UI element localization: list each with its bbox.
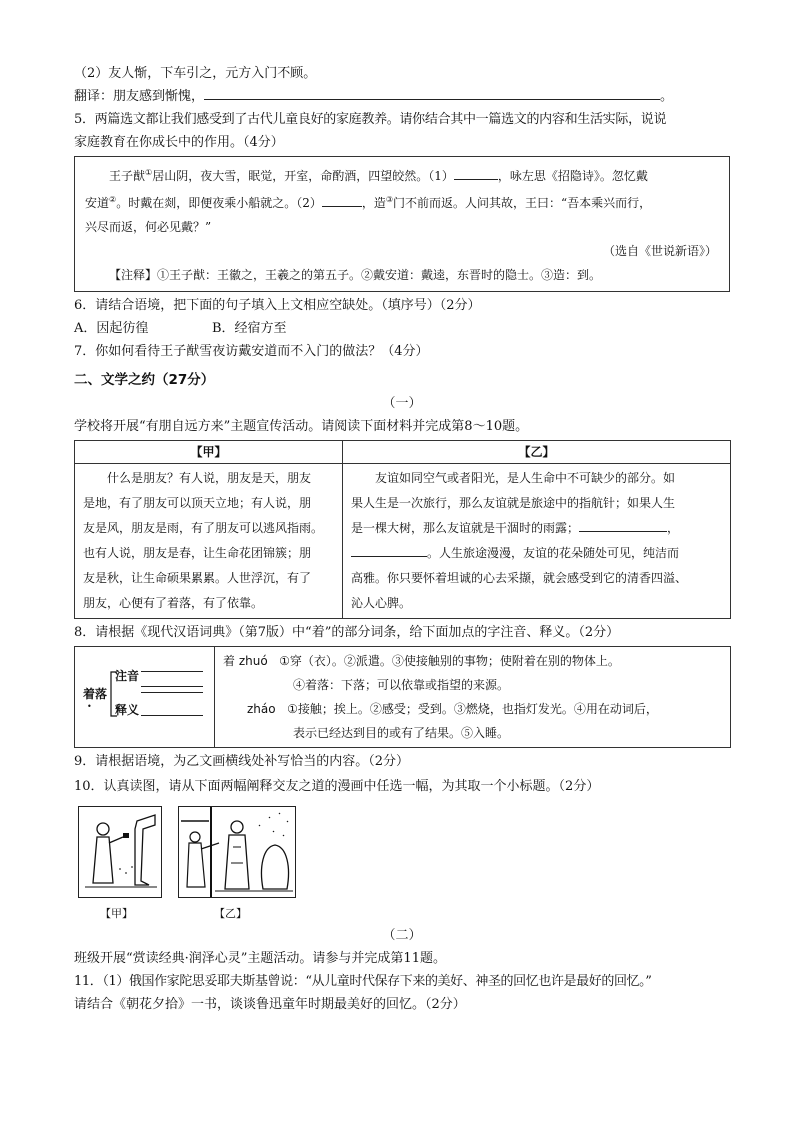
cartoon-yi-drawing <box>179 807 295 897</box>
passage-line-1 <box>85 161 717 188</box>
q5-line-2: 家庭教育在你成长中的作用。（4分） <box>74 135 284 150</box>
yi-blank-1[interactable] <box>579 518 667 532</box>
yi-line <box>351 516 722 541</box>
cartoon-jia-drawing <box>79 807 161 897</box>
exam-page <box>74 62 730 1016</box>
note-mark-1: ① <box>145 168 153 177</box>
passage-line-3: 兴尽而返，何必见戴？” <box>85 220 212 234</box>
part-2-intro: 班级开展“赏读经典·润泽心灵”主题活动。请参与并完成第11题。 <box>74 951 446 966</box>
note-mark-3: ③ <box>385 195 394 204</box>
translation-end: 。 <box>660 89 674 104</box>
q7-line: 7．你如何看待王子猷雪夜访戴安道而不入门的做法？（4分） <box>74 344 429 359</box>
shiyi-label: 释义 <box>115 703 140 717</box>
translation-blank[interactable] <box>204 86 660 100</box>
cartoon-label-yi: 【乙】 <box>214 907 247 920</box>
passage-source: （选自《世说新语》） <box>602 244 717 258</box>
section-2-title: 二、文学之约（27分） <box>74 372 215 388</box>
q10-line: 10．认真读图，请从下面两幅阐释交友之道的漫画中任选一幅，为其取一个小标题。（2分） <box>74 779 600 794</box>
q9-line: 9．请根据语境，为乙文画横线处补写恰当的内容。（2分） <box>74 754 410 769</box>
jia-line <box>83 591 334 616</box>
materials-table <box>74 440 731 619</box>
zhuyin-label: 注音 <box>115 669 140 683</box>
cartoon-yi <box>178 806 296 898</box>
section-2-part-1: （一） <box>382 396 422 411</box>
jia-line: 也有人说，朋友是春，让生命花团锦簇；朋 <box>83 546 312 560</box>
translation-label: 翻译：朋友感到惭愧， <box>74 89 205 104</box>
dict-entry-cell <box>215 647 731 748</box>
passage-blank-2[interactable] <box>322 193 362 207</box>
shiyi-blank[interactable] <box>141 715 203 716</box>
dict-meaning: 表示已经达到目的或有了结果。⑤入睡。 <box>293 726 510 740</box>
dict-answer-cell <box>75 647 215 748</box>
target-word <box>83 687 107 701</box>
q11-line-2: 请结合《朝花夕拾》一书，谈谈鲁迅童年时期最美好的回忆。（2分） <box>74 997 466 1012</box>
passage-text: ，咏左思《招隐诗》。忽忆戴 <box>497 169 648 183</box>
passage-notes: 【注释】①王子猷：王徽之，王羲之的第五子。②戴安道：戴逵，东晋时的隐士。③造：到。 <box>109 268 602 282</box>
yi-comma: ， <box>667 521 680 535</box>
emphasis-dot: • <box>87 702 92 711</box>
q8-line: 8．请根据《现代汉语词典》（第7版）中“着”的部分词条，给下面加点的字注音、释义。（2分） <box>74 625 620 640</box>
dict-char: 着 <box>223 654 236 668</box>
cartoon-label-jia: 【甲】 <box>100 907 133 920</box>
yi-line: 沁人心脾。 <box>351 596 412 610</box>
passage-text: 居山阴，夜大雪，眠觉，开室，命酌酒，四望皎然。（1） <box>152 169 454 183</box>
section-2-intro: 学校将开展“有朋自远方来”主题宣传活动。请阅读下面材料并完成第8～10题。 <box>74 419 529 434</box>
target-word-text: 着落 <box>83 687 108 701</box>
dict-meaning: ①穿（衣）。②派遣。③使接触别的事物；使附着在别的物体上。 <box>279 654 620 668</box>
q6-options <box>74 317 730 340</box>
dict-pinyin-zhuo: zhuó <box>238 654 268 668</box>
dict-row-1 <box>223 649 722 673</box>
part-2-title: （二） <box>382 928 422 943</box>
q6-line: 6．请结合语境，把下面的句子填入上文相应空缺处。（填序号）（2分） <box>74 298 481 313</box>
passage-text: 。时戴在剡，即便夜乘小船就之。（2） <box>116 196 322 210</box>
zhuyin-blank[interactable] <box>141 671 203 687</box>
q5-line-1: 5．两篇选文都让我们感受到了古代儿童良好的家庭教养。请你结合其中一篇选文的内容和生活实际，说说 <box>74 112 667 127</box>
dict-row-2 <box>223 673 722 697</box>
cartoons <box>74 806 730 924</box>
zhuyin-blank-2[interactable] <box>141 692 203 693</box>
word-bracket <box>83 649 206 739</box>
q6-option-a: A．因起彷徨 <box>74 321 149 336</box>
passage-text: 王子猷 <box>109 169 146 183</box>
jia-header: 【甲】 <box>75 441 343 464</box>
yi-line-text: 。人生旅途漫漫，友谊的花朵随处可见，纯洁而 <box>427 546 680 560</box>
jia-line: 友是风，朋友是雨，有了朋友可以逃风指雨。 <box>83 521 324 535</box>
yi-line-text: 是一棵大树，那么友谊就是干涸时的雨露； <box>351 521 580 535</box>
jia-line: 是地，有了朋友可以顶天立地；有人说，朋 <box>83 496 312 510</box>
passage-text: 安道 <box>85 196 110 210</box>
passage-blank-1[interactable] <box>454 166 498 180</box>
dict-meaning: ④着落：下落；可以依靠或指望的来源。 <box>293 678 510 692</box>
q4-sentence-2: （2）友人惭，下车引之，元方入门不顾。 <box>74 66 317 81</box>
jia-line: 友是秋，让生命硕果累累。人世浮沉，有了 <box>83 571 312 585</box>
classical-passage-box <box>74 156 730 292</box>
cartoon-jia <box>78 806 162 898</box>
dict-row-3 <box>223 697 722 721</box>
yi-line: 高雅。你只要怀着坦诚的心去采撷，就会感受到它的清香四溢、 <box>351 571 688 585</box>
passage-text: 门不前而返。人问其故，王曰：“吾本乘兴而行， <box>393 196 652 210</box>
note-mark-2: ② <box>109 195 117 204</box>
dict-pinyin-zhao: zháo <box>247 702 276 716</box>
yi-text <box>343 464 731 619</box>
q6-option-b: B．经宿方至 <box>212 321 287 336</box>
jia-text <box>75 464 343 619</box>
yi-line: 友谊如同空气或者阳光，是人生命中不可缺少的部分。如 <box>375 471 676 485</box>
q4-translation <box>74 85 730 108</box>
dictionary-table <box>74 646 731 748</box>
yi-line <box>351 541 722 566</box>
dict-meaning: ①接触；挨上。②感受；受到。③燃烧，也指灯发光。④用在动词后， <box>287 702 658 716</box>
passage-text: ，造 <box>361 196 386 210</box>
passage-line-2 <box>85 188 717 215</box>
yi-line: 果人生是一次旅行，那么友谊就是旅途中的指航针；如果人生 <box>351 496 676 510</box>
jia-last-line: 朋友，心便有了着落，有了依靠。 <box>83 596 264 610</box>
yi-blank-2[interactable] <box>351 543 427 557</box>
dict-row-4 <box>223 721 722 745</box>
yi-header: 【乙】 <box>343 441 731 464</box>
q11-line-1: 11．（1）俄国作家陀思妥耶夫斯基曾说：“从儿童时代保存下来的美好、神圣的回忆也许是最好的回忆。” <box>74 974 652 989</box>
jia-line: 什么是朋友？有人说，朋友是天，朋友 <box>107 471 312 485</box>
